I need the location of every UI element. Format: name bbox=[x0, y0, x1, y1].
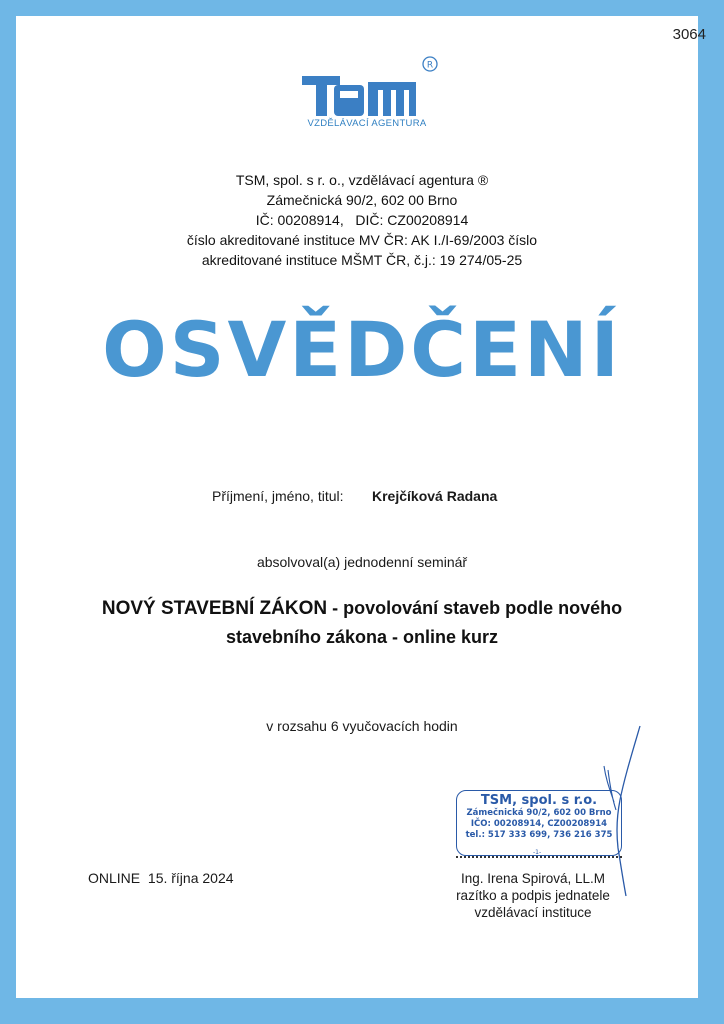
stamp-name: TSM, spol. s r.o. bbox=[480, 793, 598, 808]
place-date: ONLINE 15. října 2024 bbox=[88, 870, 234, 886]
signer-role: vzdělávací instituce bbox=[474, 905, 592, 920]
course-name-rest: - povolování staveb podle nového bbox=[327, 598, 623, 618]
issuer-line: číslo akreditované instituce MV ČR: AK I./I-69/2003 číslo bbox=[186, 232, 538, 248]
certificate-title: OSVĚDČENÍ bbox=[102, 305, 622, 394]
stamp-number: -1- bbox=[533, 849, 542, 856]
stamp-phone: tel.: 517 333 699, 736 216 375 bbox=[465, 830, 613, 840]
course-extent: v rozsahu 6 vyučovacích hodin bbox=[266, 718, 458, 734]
stamp-ids: IČO: 00208914, CZ00208914 bbox=[470, 819, 608, 829]
issuer-line: TSM, spol. s r. o., vzdělávací agentura ® bbox=[235, 172, 489, 188]
signer-block bbox=[430, 870, 636, 921]
svg-text:R: R bbox=[426, 60, 434, 71]
participant-label: Příjmení, jméno, titul: bbox=[212, 488, 344, 504]
signature-line bbox=[456, 856, 622, 858]
issuer-block bbox=[0, 170, 724, 270]
course-name-line2: stavebního zákona - online kurz bbox=[225, 627, 499, 647]
issuer-line: akreditované instituce MŠMT ČR, č.j.: 19 274/05-25 bbox=[201, 252, 523, 268]
issuer-line: IČ: 00208914, DIČ: CZ00208914 bbox=[255, 212, 469, 228]
stamp-address: Zámečnická 90/2, 602 00 Brno bbox=[466, 808, 612, 818]
logo-caption: VZDĚLÁVACÍ AGENTURA bbox=[307, 118, 427, 129]
document-number: 3064 bbox=[672, 26, 706, 43]
signer-name: Ing. Irena Spirová, LL.M bbox=[460, 871, 606, 886]
course-name-caps: NOVÝ STAVEBNÍ ZÁKON bbox=[101, 598, 328, 619]
signer-role: razítko a podpis jednatele bbox=[456, 888, 610, 903]
course-title bbox=[0, 594, 724, 652]
completed-text: absolvoval(a) jednodenní seminář bbox=[256, 554, 468, 570]
company-stamp bbox=[456, 790, 622, 856]
issuer-line: Zámečnická 90/2, 602 00 Brno bbox=[266, 192, 458, 208]
participant-name: Krejčíková Radana bbox=[372, 488, 498, 504]
